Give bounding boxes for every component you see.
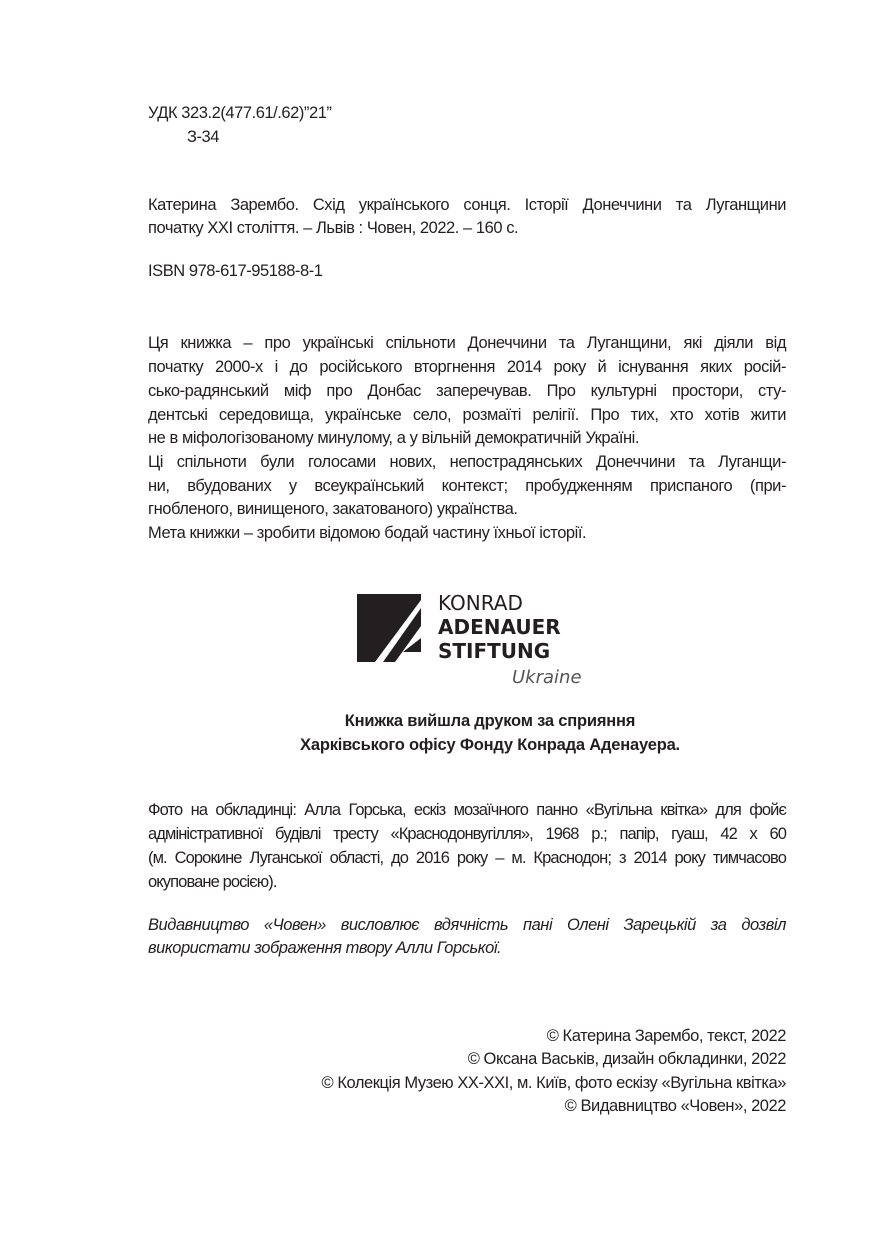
logo-konrad: KONRAD: [438, 591, 523, 615]
kas-logo-mark-icon: [357, 594, 421, 662]
annotation-line: ни, вбудованих у всеукраїнський контекст; пробудженням приспаного (при-: [148, 477, 786, 495]
citation-line: Катерина Зарембо. Схід українського сонця. Історії Донеччини та Луганщини: [148, 196, 786, 214]
copyright-line: © Оксана Васьків, дизайн обкладинки, 2022: [467, 1050, 786, 1068]
annotation-line: Мета книжки – зробити відомою бодай частину їхньої історії.: [148, 524, 587, 542]
support-line: Книжка вийшла друком за сприяння: [344, 712, 636, 730]
thanks-line: використати зображення твору Алли Горської.: [148, 939, 502, 957]
annotation-line: Ці спільноти були голосами нових, непострадянських Донеччини та Луганщи-: [148, 453, 786, 471]
cover-photo-line: Фото на обкладинці: Алла Горська, ескіз мозаїчного панно «Вугільна квітка» для фойє: [148, 801, 786, 819]
cover-photo-line: окуповане росією).: [148, 873, 277, 891]
isbn: ISBN 978-617-95188-8-1: [148, 262, 323, 280]
cover-photo-line: адміністративної будівлі тресту «Краснодонвугілля», 1968 р.; папір, гуаш, 42 х 60: [148, 825, 786, 843]
udk-code: УДК 323.2(477.61/.62)”21”: [148, 104, 332, 122]
copyright-line: © Колекція Музею XX-XXI, м. Київ, фото ескізу «Вугільна квітка»: [321, 1074, 786, 1092]
cover-photo-line: (м. Сорокине Луганської області, до 2016 року – м. Краснодон; з 2014 року тимчасово: [148, 849, 786, 867]
logo-adenauer: ADENAUER: [438, 615, 561, 639]
annotation-line: початку 2000-х і до російського вторгнення 2014 року й існування яких росій-: [148, 358, 786, 376]
annotation-line: дентські середовища, українське село, розмаїті релігії. Про тих, хто хотів жити: [148, 406, 786, 424]
logo-ukraine: Ukraine: [512, 667, 582, 688]
annotation-line: Ця книжка – про українські спільноти Донеччини та Луганщини, які діяли від: [148, 334, 786, 352]
logo-stiftung: STIFTUNG: [438, 639, 551, 663]
annotation-line: сько-радянський міф про Донбас заперечував. Про культурні простори, сту-: [148, 382, 786, 400]
citation-line: початку XXI століття. – Львів : Човен, 2022. – 160 с.: [148, 219, 519, 237]
support-line: Харківського офісу Фонду Конрада Аденауера.: [300, 736, 680, 754]
annotation-line: не в міфологізованому минулому, а у вільній демократичній Україні.: [148, 429, 639, 447]
copyright-line: © Катерина Зарембо, текст, 2022: [546, 1027, 786, 1045]
thanks-line: Видавництво «Човен» висловлює вдячність пані Олені Зарецькій за дозвіл: [148, 916, 786, 934]
copyright-line: © Видавництво «Човен», 2022: [564, 1097, 786, 1115]
author-mark: З-34: [187, 128, 220, 146]
annotation-line: гнобленого, винищеного, закатованого) українства.: [148, 500, 518, 518]
